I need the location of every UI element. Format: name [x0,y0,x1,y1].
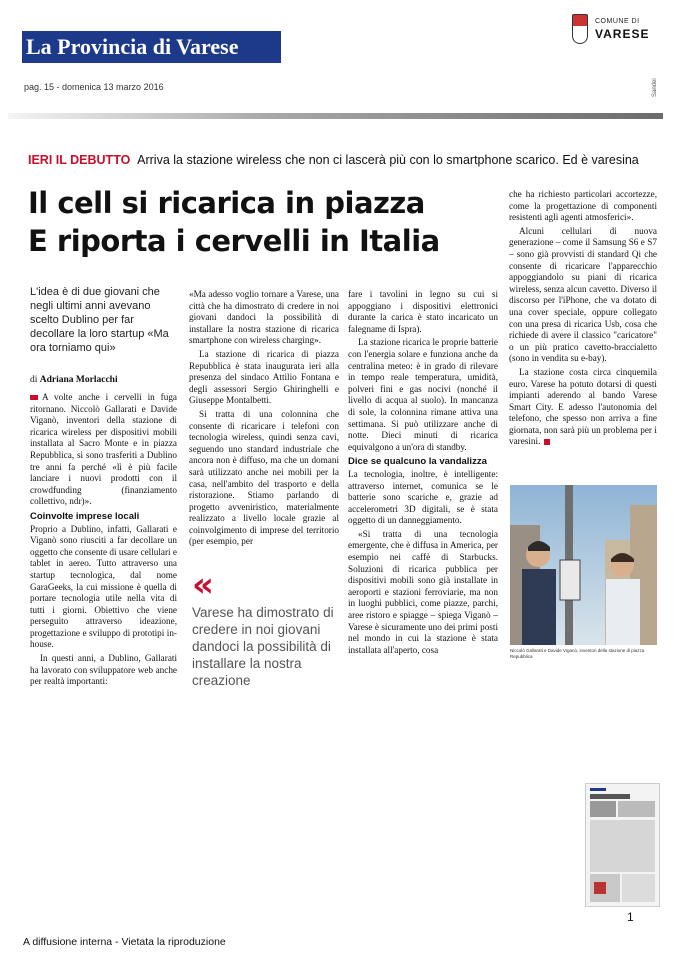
paragraph: In questi anni, a Dublino, Gallarati ha lavorato con sviluppatore web anche per realtà importanti: [30,653,177,687]
paragraph: La stazione costa circa cinquemila euro. Varese ha potuto dotarsi di questi impianti aderendo al bando Varese Smart City. E adesso l'autonomia del telefono, che spesso non arriva a fine giornata, non sarà più un problema per i varesini. [509,366,657,447]
end-marker-icon [544,439,550,445]
source-tag: Sandei [652,78,658,97]
header-divider [8,113,663,119]
comune-crest-icon [572,14,588,44]
paragraph: La tecnologia, inoltre, è intelligente: attraverso internet, comunica se le batterie sono scariche e, grazie ad accelerometri 3D digitali, se è stata oggetto di un danneggiamento. [348,468,498,526]
section-subhead: Dice se qualcuno la vandalizza [348,456,487,468]
paragraph: La stazione di ricarica di piazza Repubblica è stata inaugurata ieri alla presenza del sindaco Attilio Fontana e degli assessori Sergio Ghiringhelli e Giuseppe Montalbetti. [189,348,339,406]
article-column-4 [509,189,657,450]
article-column-2 [189,289,339,550]
paragraph: «Ma adesso voglio tornare a Varese, una città che ha dimostrato di credere in noi giovani dandoci la possibilità di installare la nostra stazione di ricarica smartphone con wireless charging». [189,289,339,346]
article-column-1 [30,392,177,690]
paragraph: fare i tavolini in legno su cui si appoggiano i dispositivi elettronici durante la carica è stato incaricato un falegname di Ispra). [348,289,498,334]
article-column-3 [348,289,498,658]
byline-author: Adriana Morlacchi [39,375,118,385]
page-number: 1 [627,910,634,924]
paragraph: Alcuni cellulari di nuova generazione – come il Samsung S6 e S7 – sono già provvisti di standard Qi che consente di ricaricare l'apparecchio appoggiandolo su piani di ricarica wireless, senza alcun cavetto. Diverso il discorso per l'iPhone, che va dotato di una cover speciale, oppure collegato con una presa di ricarica Usb, cosa che richiede di avere il classico "caricatore" o un più pratico cavetto-braccialetto (sono in vendita su e-bay). [509,225,657,364]
paragraph: La stazione ricarica le proprie batterie con l'energia solare e funziona anche da centralina meteo: è in grado di rilevare in tempo reale temperatura, umidità, polveri fini e gas nocivi (nonché il livello di acqua al suolo). In mancanza di sole, la colonnina rimane attiva una settimana. Si può utilizzare anche di notte. Dieci minuti di ricarica equivalgono a un'ora di standby. [348,337,498,452]
page-thumbnail [585,783,660,907]
section-subhead: Coinvolte imprese locali [30,510,140,522]
paragraph: Si tratta di una colonnina che consente di ricaricare i telefoni con tecnologia wireless, quindi senza cavi, seguendo uno standard industriale che ancora non è diffuso, ma che un domani sarà utilizzato anche nei mobili per la casa, nell'ambito del trasporto e della ristorazione. Stiamo parlando di progetto avveniristico, materialmente realizzato a livello locale grazie al coinvolgimento di imprese del territorio (per esempio, per [189,408,339,547]
photo-caption: Niccolò Gallarati e Davide Viganò, inventori della stazione di piazza Repubblica [510,648,645,659]
kicker-text: Arriva la stazione wireless che non ci lascerà più con lo smartphone scarico. Ed è varesina [137,153,639,167]
comune-label-small: COMUNE DI [595,18,640,25]
article-subhead: L'idea è di due giovani che negli ultimi anni avevano scelto Dublino per far decollare la loro startup «Ma ora torniamo qui» [30,286,169,354]
headline-line-2: E riporta i cervelli in Italia [28,224,440,258]
paragraph: che ha richiesto particolari accortezze, come la progettazione di componenti resistenti agli agenti atmosferici». [509,189,657,223]
page-info: pag. 15 - domenica 13 marzo 2016 [24,82,164,92]
headline-line-1: Il cell si ricarica in piazza [28,186,425,220]
comune-label-big: VARESE [595,27,650,41]
paragraph: A volte anche i cervelli in fuga ritornano. Niccolò Gallarati e Davide Viganò, inventori della stazione di ricarica wireless per dispositivi mobili installata al Sacro Monte e in piazza Repubblica, si sono trasferiti a Dublino tre anni fa perché «lì è più facile lanciare i nuovi prodotti con il crowdfunding (finanziamento collettivo, ndr)». [30,392,177,507]
kicker-label: IERI IL DEBUTTO [28,153,131,167]
paragraph: Proprio a Dublino, infatti, Gallarati e Viganò sono riusciti a far decollare un oggetto che consente di usare cellulari e tablet in aereo. Tutto attraverso una startup tecnologica, dal nome GaraGeeks, la cui missione è quella di portare tecnologia utile nella vita di tutti i giorni. Obiettivo che viene perseguito attraverso ideazione, progettazione e sviluppo di prototipi in-house. [30,523,177,650]
article-photo [510,485,657,645]
byline-prefix: di [30,375,38,385]
byline [30,375,118,385]
start-marker-icon [30,395,38,400]
paragraph: «Si tratta di una tecnologia emergente, che è diffusa in America, per esempio nei caffè di Starbucks. Soluzioni di ricarica pubblica per dispositivi mobili sono già installate in aeroporti e stazioni ferroviarie, ma non in luoghi pubblici, come piazze, parchi, aree ristoro e spiagge – spiega Viganò – Varese è sicuramente uno dei primi posti nel mondo in cui la stazione è stata installata all'aperto, cosa [348,528,498,655]
kicker [28,153,639,167]
masthead: La Provincia di Varese [22,31,281,63]
quote-mark-icon: « [192,565,214,605]
pull-quote: Varese ha dimostrato di credere in noi giovani dandoci la possibilità di installare la nostra creazione [192,605,334,688]
footer-notice: A diffusione interna - Vietata la riproduzione [23,936,226,948]
